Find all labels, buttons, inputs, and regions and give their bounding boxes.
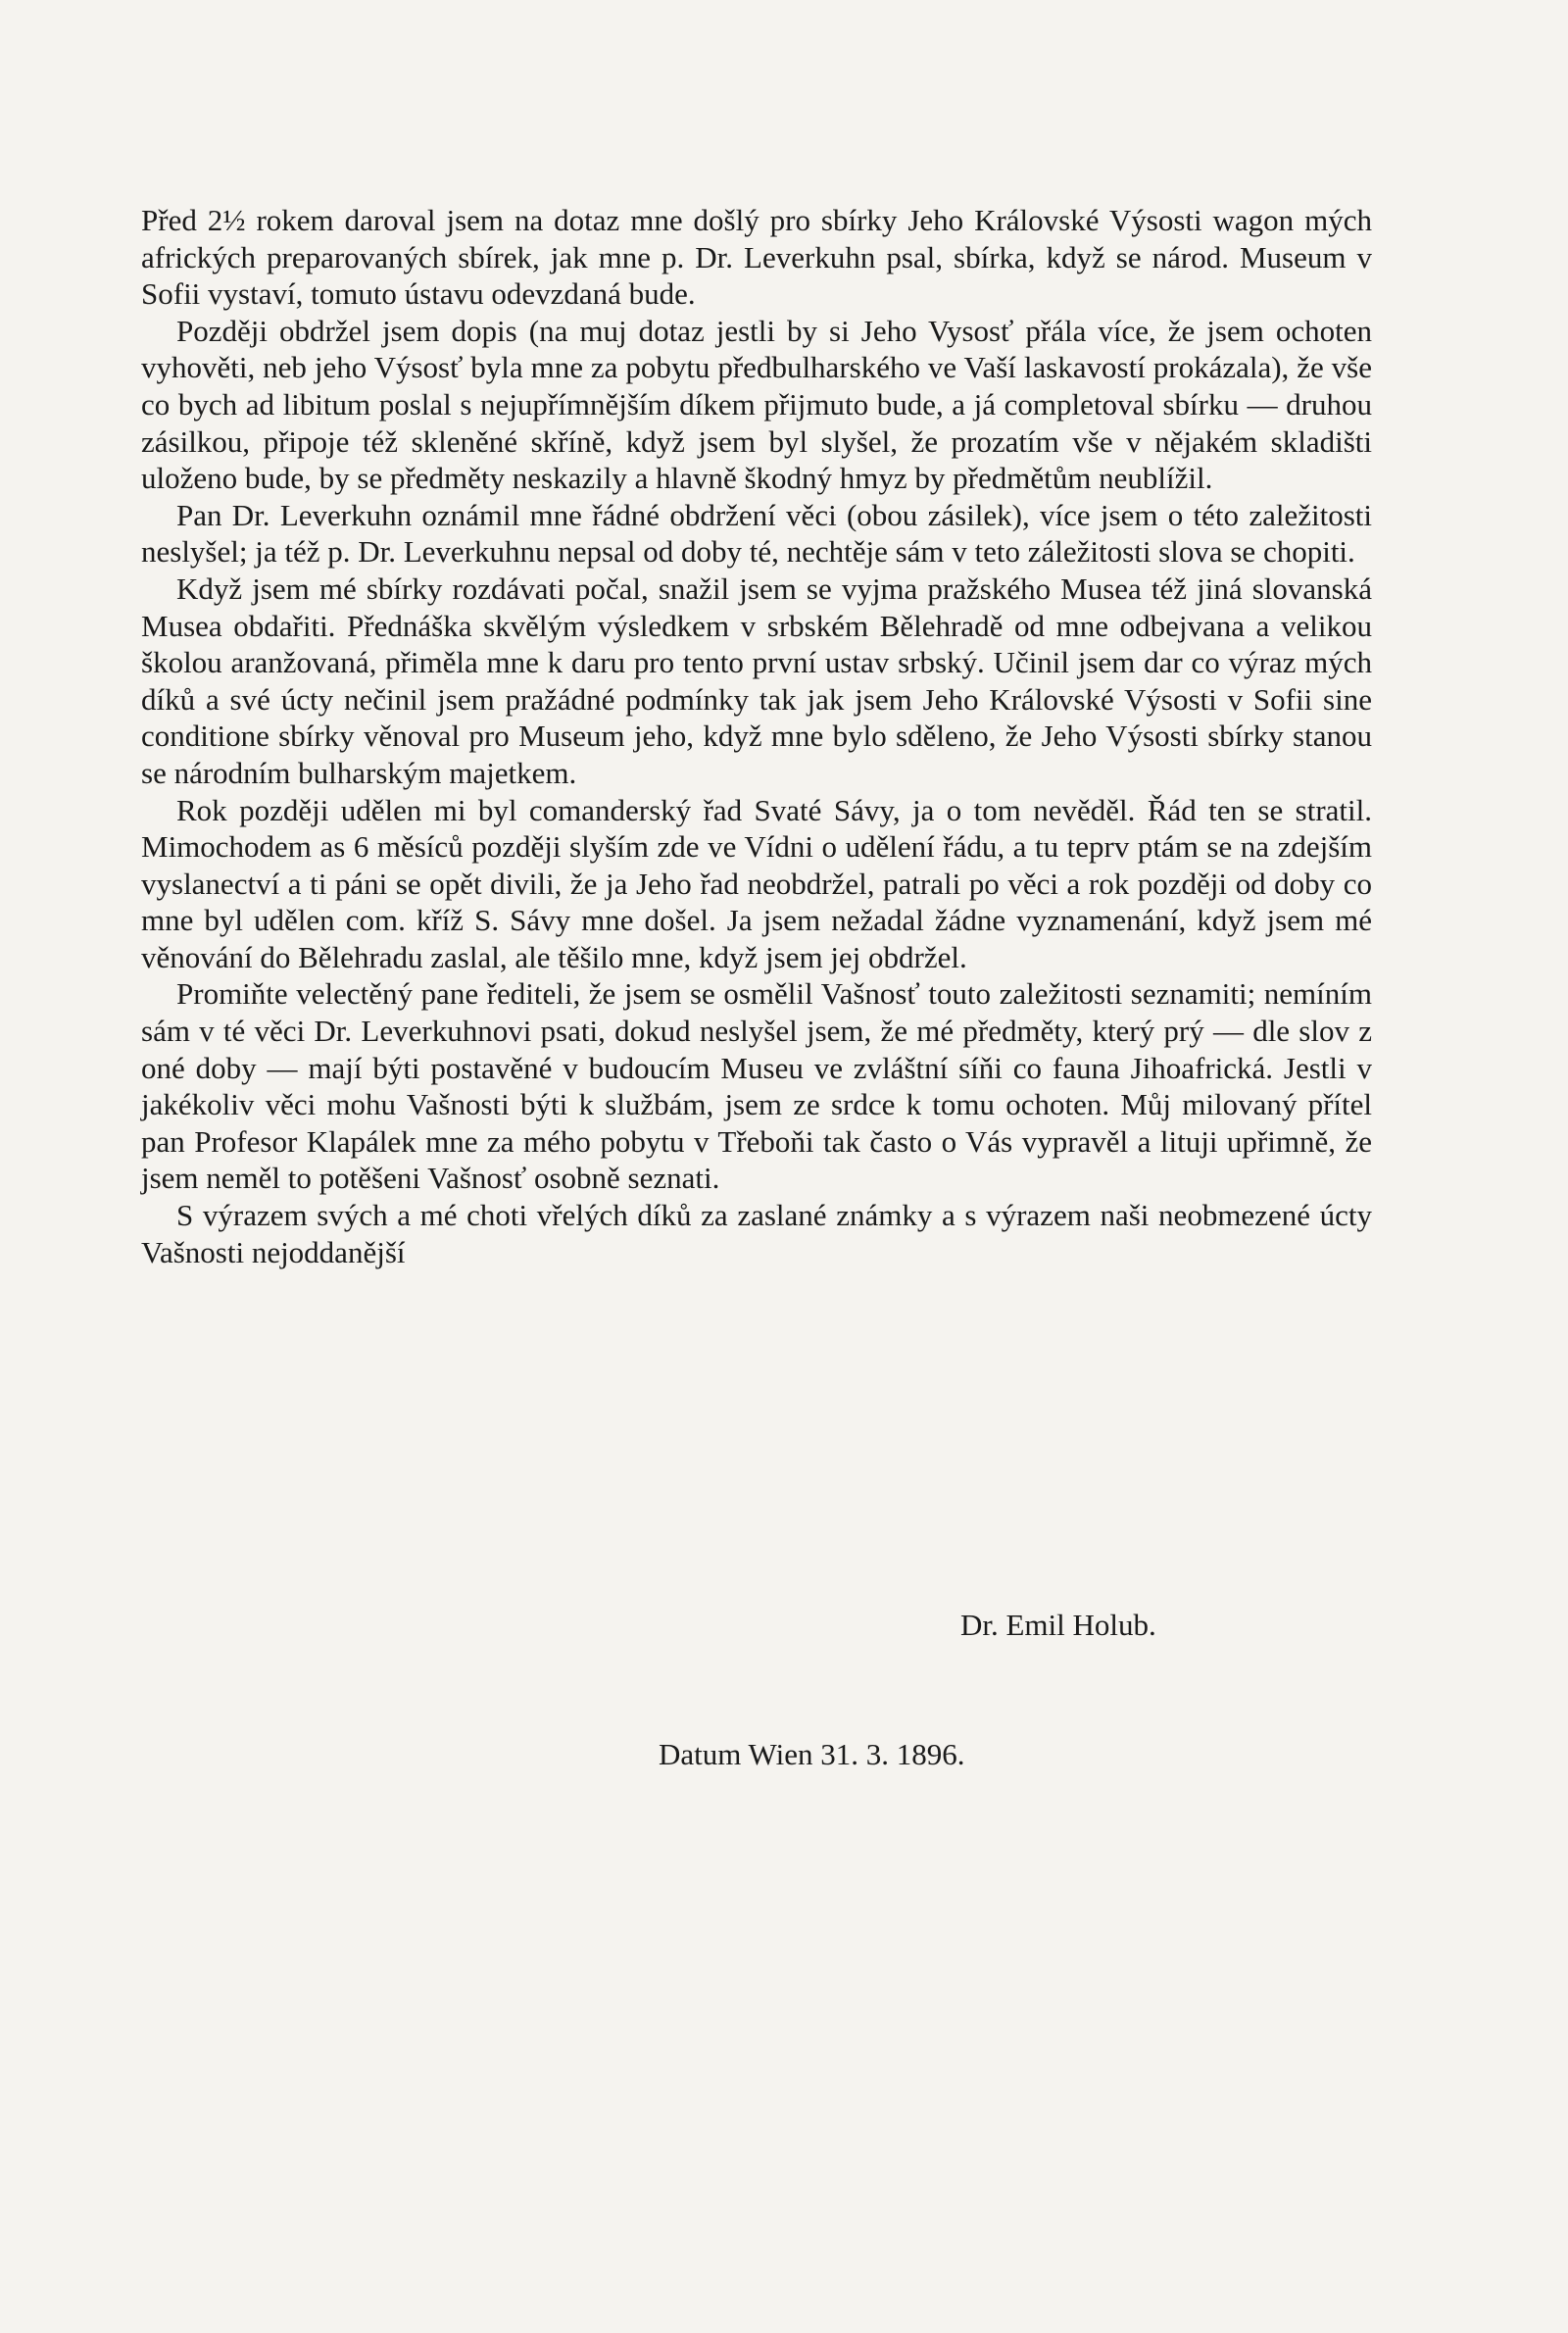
paragraph-5: Rok později udělen mi byl comanderský řad Svaté Sávy, ja o tom nevěděl. Řád ten se stratil. Mimochodem as 6 měsíců později slyším zde ve Vídni o udělení řádu, a tu teprv ptám se na zdejším vyslanectví a ti páni se opět divili, že ja Jeho řad neobdržel, patrali po věci a rok později od doby co mne byl udělen com. kříž S. Sávy mne došel. Ja jsem nežadal žádne vyznamenání, když jsem mé věnování do Bělehradu zaslal, ale těšilo mne, když jsem jej obdržel.: [141, 792, 1372, 974]
paragraph-1: Před 2½ rokem daroval jsem na dotaz mne došlý pro sbírky Jeho Královské Výsosti wagon mých afrických preparovaných sbírek, jak mne p. Dr. Leverkuhn psal, sbírka, když se národ. Museum v Sofii vystaví, tomuto ústavu odevzdaná bude.: [141, 203, 1372, 312]
paragraph-4: Když jsem mé sbírky rozdávati počal, snažil jsem se vyjma pražského Musea též jiná slovanská Musea obdařiti. Přednáška skvělým výsledkem v srbském Bělehradě od mne odbejvana a velikou školou aranžovaná, přiměla mne k daru pro tento první ustav srbský. Učinil jsem dar co výraz mých díků a své úcty nečinil jsem pražádné podmínky tak jak jsem Jeho Královské Výsosti v Sofii sine conditione sbírky věnoval pro Museum jeho, když mne bylo sděleno, že Jeho Výsosti sbírky stanou se národním bulharským majetkem.: [141, 571, 1372, 790]
paragraph-3: Pan Dr. Leverkuhn oznámil mne řádné obdržení věci (obou zásilek), více jsem o této zaležitosti neslyšel; ja též p. Dr. Leverkuhnu nepsal od doby té, nechtěje sám v teto záležitosti slova se chopiti.: [141, 497, 1372, 570]
signature: Dr. Emil Holub.: [960, 1608, 1156, 1642]
date-line: Datum Wien 31. 3. 1896.: [659, 1737, 965, 1771]
letter-body: [141, 202, 1372, 1270]
paragraph-2: Později obdržel jsem dopis (na muj dotaz jestli by si Jeho Vysosť přála více, že jsem ochoten vyhověti, neb jeho Výsosť byla mne za pobytu předbulharského ve Vaší laskavostí prokázala), že vše co bych ad libitum poslal s nejupřímnějším díkem přijmuto bude, a já completoval sbírku — druhou zásilkou, připoje též skleněné skříně, když jsem byl slyšel, že prozatím vše v nějakém skladišti uloženo bude, by se předměty neskazily a hlavně škodný hmyz by předmětům neublížil.: [141, 313, 1372, 496]
paragraph-7: S výrazem svých a mé choti vřelých díků za zaslané známky a s výrazem naši neobmezené úcty Vašnosti nejoddanější: [141, 1198, 1372, 1269]
paragraph-6: Promiňte velectěný pane řediteli, že jsem se osmělil Vašnosť touto zaležitosti seznamiti; nemíním sám v té věci Dr. Leverkuhnovi psati, dokud neslyšel jsem, že mé předměty, který prý — dle slov z oné doby — mají býti postavěné v budoucím Museu ve zvláštní síňi co fauna Jihoafrická. Jestli v jakékoliv věci mohu Vašnosti býti k službám, jsem ze srdce k tomu ochoten. Můj milovaný přítel pan Profesor Klapálek mne za mého pobytu v Třeboňi tak často o Vás vypravěl a lituji upřimně, že jsem neměl to potěšeni Vašnosť osobně seznati.: [141, 976, 1372, 1196]
